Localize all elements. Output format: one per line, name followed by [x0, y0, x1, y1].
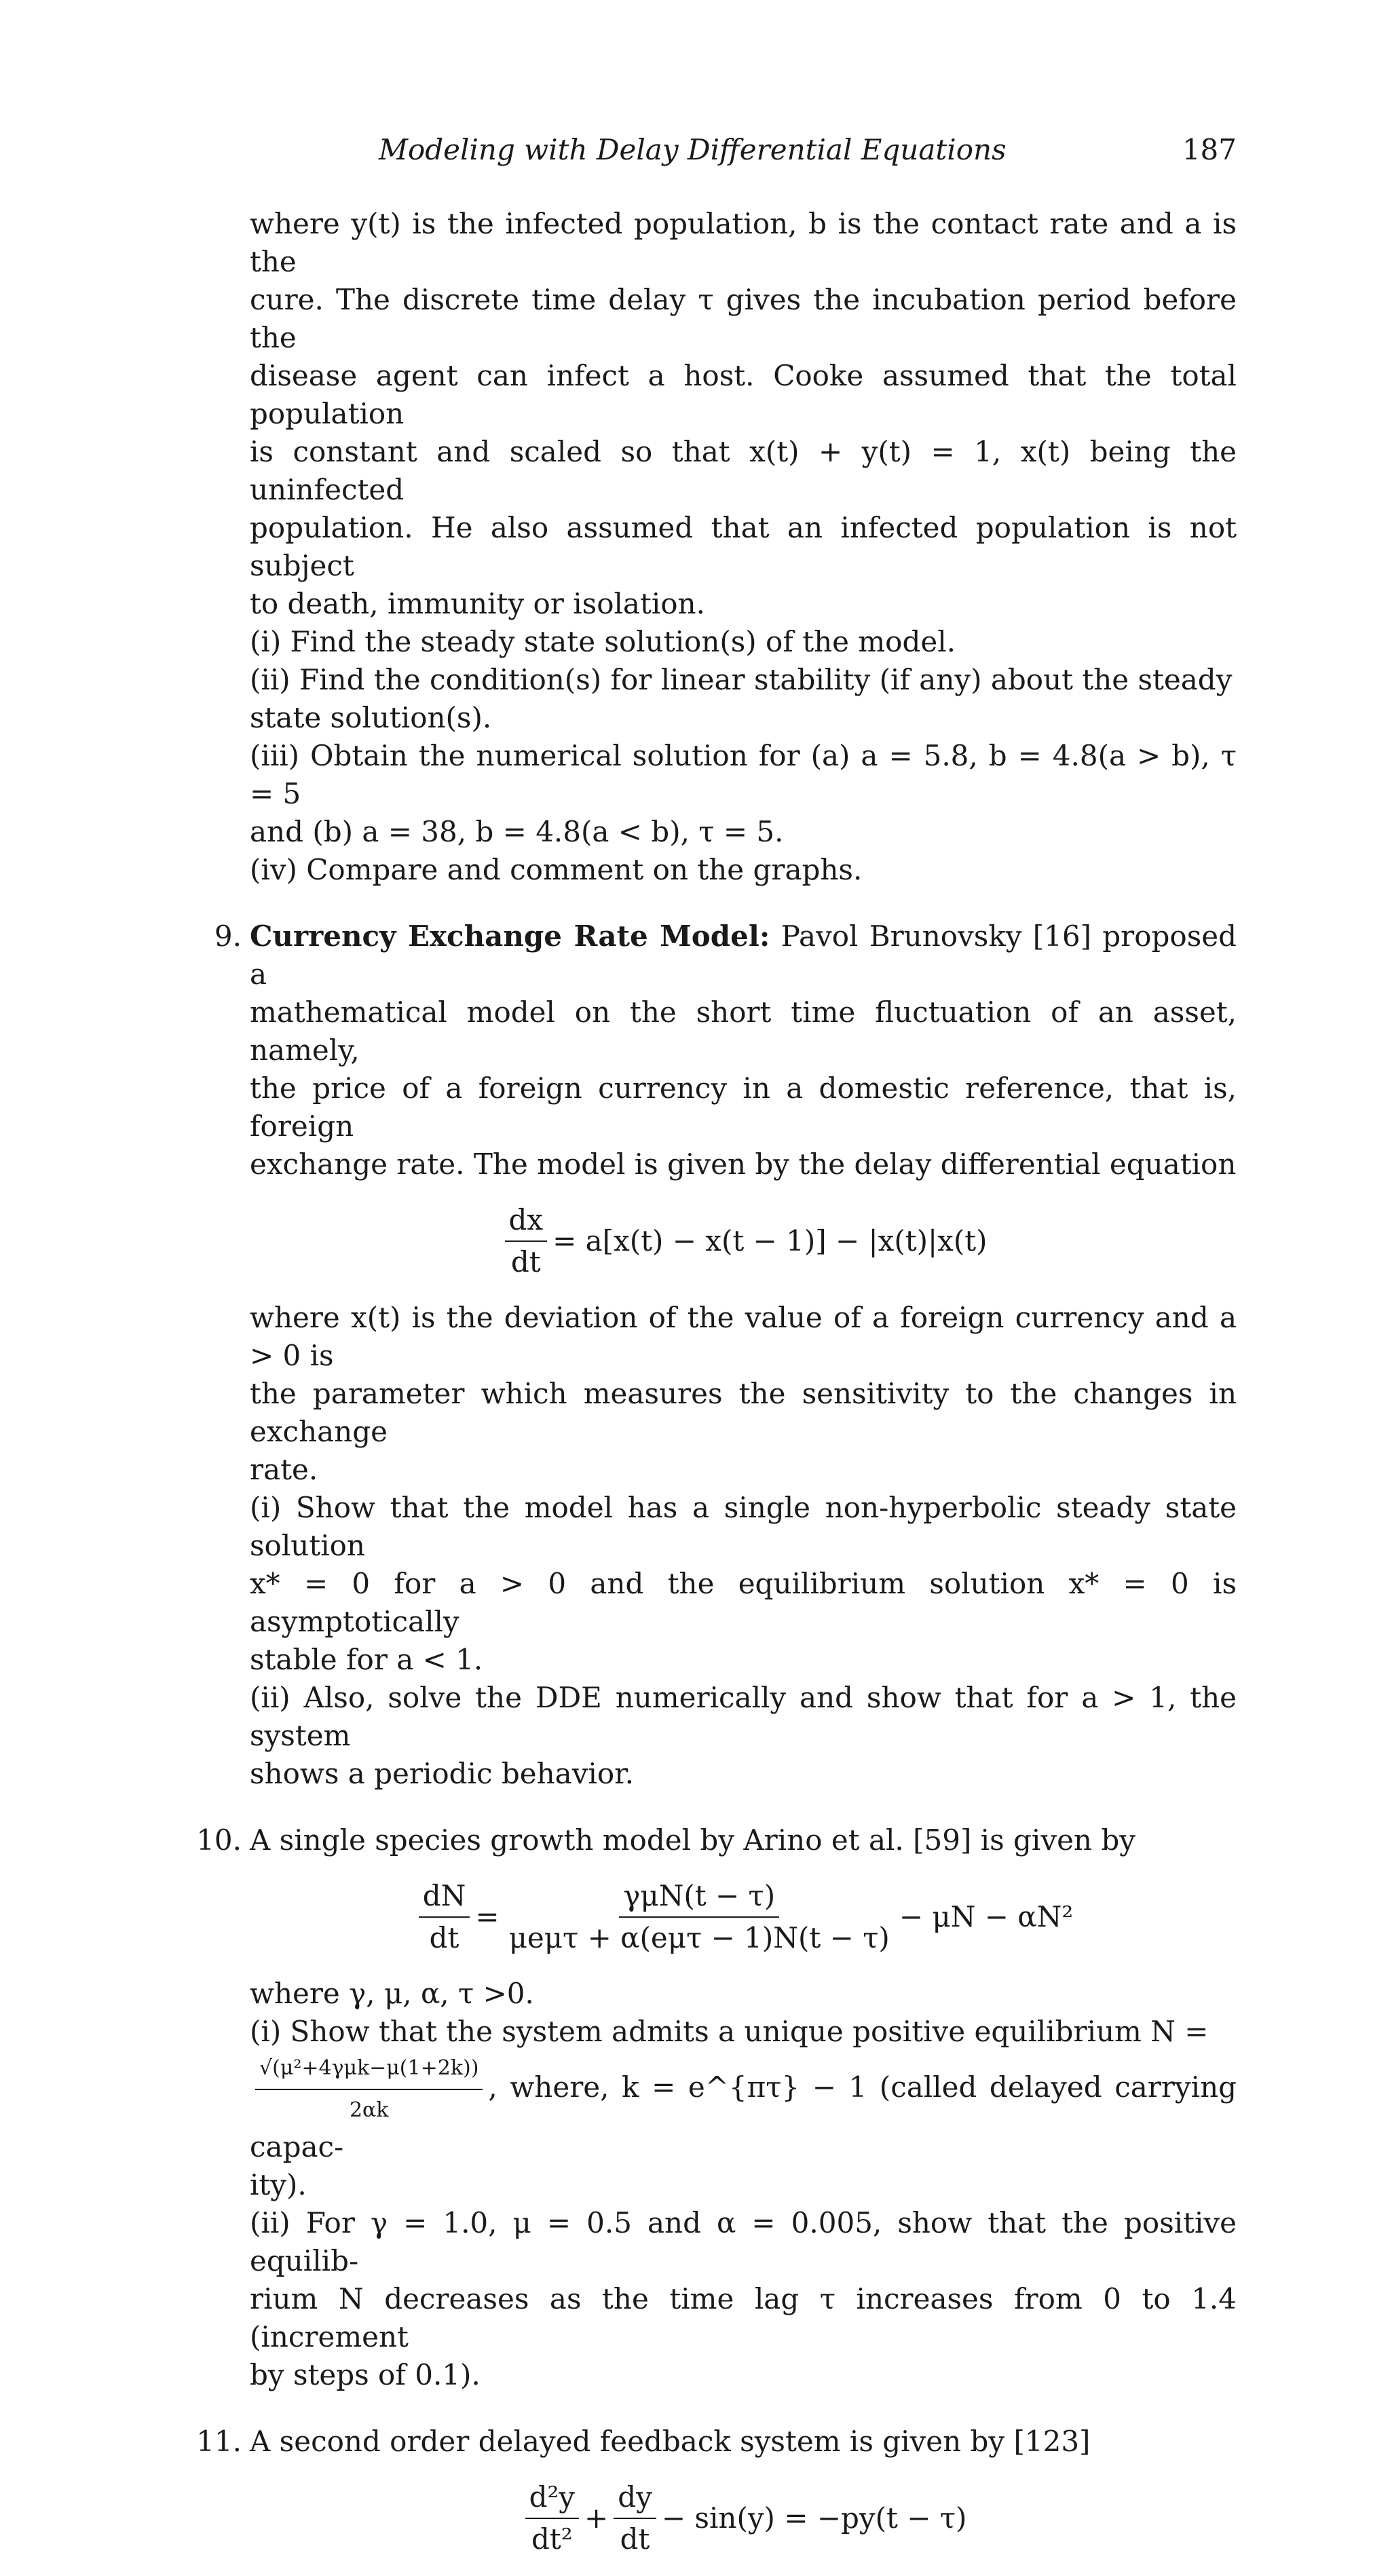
- text-line: ity).: [250, 2168, 307, 2201]
- text-line: A single species growth model by Arino et al. [59] is given by: [250, 1823, 1135, 1857]
- eq-numerator: γμN(t − τ): [619, 1878, 779, 1918]
- text-line: mathematical model on the short time fluctuation of an asset, namely,: [250, 996, 1237, 1067]
- text-line: (i) Show that the system admits a unique positive equilibrium N =: [250, 2015, 1209, 2048]
- exercise-10: [196, 1821, 1237, 2394]
- page-body: [196, 205, 1237, 2576]
- text-line: (ii) Also, solve the DDE numerically and show that for a > 1, the system: [250, 1681, 1237, 1752]
- exercise-9: [214, 917, 1237, 1793]
- text-line: (iv) Compare and comment on the graphs.: [250, 853, 863, 886]
- text-line: Pavol Brunovsky [16] proposed a: [250, 920, 1237, 991]
- exercise-number: 9.: [214, 920, 242, 953]
- text-line: state solution(s).: [250, 701, 492, 734]
- text-line: disease agent can infect a host. Cooke assumed that the total population: [250, 359, 1237, 430]
- eq-denominator: dt: [510, 1245, 541, 1278]
- text-line: exchange rate. The model is given by the delay differential equation: [250, 1148, 1237, 1181]
- eq-rhs: = a[x(t) − x(t − 1)] − |x(t)|x(t): [552, 1224, 988, 1257]
- exercise-11: [196, 2423, 1237, 2557]
- equation-growth-model: [250, 1878, 1237, 1956]
- equation-feedback-system: [250, 2480, 1237, 2557]
- eq-f1-numerator: d²y: [525, 2480, 579, 2519]
- exercise-number: 11.: [196, 2425, 242, 2458]
- text-line: x* = 0 for a > 0 and the equilibrium solution x* = 0 is asymptotically: [250, 1567, 1237, 1638]
- text-line: where γ, μ, α, τ >0.: [250, 1977, 534, 2010]
- text-line: rium N decreases as the time lag τ increases from 0 to 1.4 (increment: [250, 2282, 1237, 2353]
- eq-rest: − μN − αN²: [899, 1900, 1074, 1933]
- eq-denominator: μeμτ + α(eμτ − 1)N(t − τ): [508, 1921, 890, 1954]
- eq-f1-denominator: dt²: [531, 2522, 573, 2556]
- text-line: by steps of 0.1).: [250, 2358, 481, 2391]
- eq-f2-denominator: dt: [620, 2522, 650, 2556]
- inline-frac-numerator: √(μ²+4γμk−μ(1+2k)): [255, 2051, 483, 2090]
- page-number: 187: [1182, 133, 1237, 166]
- text-line: stable for a < 1.: [250, 1643, 483, 1676]
- text-line: the price of a foreign currency in a domestic reference, that is, foreign: [250, 1072, 1237, 1143]
- text-line: (ii) For γ = 1.0, μ = 0.5 and α = 0.005, show that the positive equilib-: [250, 2206, 1237, 2277]
- text-line: (ii) Find the condition(s) for linear stability (if any) about the steady: [250, 663, 1233, 696]
- text-line: (i) Show that the model has a single non-hyperbolic steady state solution: [250, 1491, 1237, 1562]
- page-header: [250, 133, 1237, 174]
- exercise-number: 10.: [196, 1823, 242, 1857]
- eq-lhs-numerator: dN: [419, 1878, 470, 1918]
- text-line: population. He also assumed that an infected population is not subject: [250, 511, 1237, 582]
- inline-frac-denominator: 2αk: [349, 2098, 389, 2122]
- eq-f2-numerator: dy: [614, 2480, 656, 2519]
- eq-equals: =: [475, 1900, 500, 1933]
- eq-numerator: dx: [505, 1202, 548, 1242]
- text-line: cure. The discrete time delay τ gives the incubation period before the: [250, 283, 1237, 354]
- text-line: (iii) Obtain the numerical solution for (a) a = 5.8, b = 4.8(a > b), τ = 5: [250, 739, 1237, 810]
- eq-plus: +: [584, 2501, 609, 2535]
- text-line: (i) Find the steady state solution(s) of the model.: [250, 625, 956, 658]
- exercise-title: Currency Exchange Rate Model:: [250, 920, 770, 953]
- text-line: where y(t) is the infected population, b is the contact rate and a is the: [250, 207, 1237, 278]
- eq-lhs-denominator: dt: [429, 1921, 459, 1954]
- text-line: rate.: [250, 1453, 318, 1486]
- running-title: Modeling with Delay Differential Equations: [379, 133, 1007, 166]
- text-line: the parameter which measures the sensitivity to the changes in exchange: [250, 1377, 1237, 1448]
- text-line: to death, immunity or isolation.: [250, 587, 705, 620]
- text-line: is constant and scaled so that x(t) + y(t) = 1, x(t) being the uninfected: [250, 435, 1237, 506]
- text-line: where x(t) is the deviation of the value of a foreign currency and a > 0 is: [250, 1301, 1237, 1372]
- equation-exchange-rate: [250, 1202, 1237, 1280]
- eq-rest: − sin(y) = −py(t − τ): [661, 2501, 967, 2535]
- text-line: A second order delayed feedback system is given by [123]: [250, 2425, 1091, 2458]
- intro-paragraph: [250, 205, 1237, 889]
- text-line: shows a periodic behavior.: [250, 1757, 634, 1790]
- text-line: , where, k = e^{πτ} − 1 (called delayed carrying capac-: [250, 2070, 1237, 2163]
- text-line: and (b) a = 38, b = 4.8(a < b), τ = 5.: [250, 815, 784, 848]
